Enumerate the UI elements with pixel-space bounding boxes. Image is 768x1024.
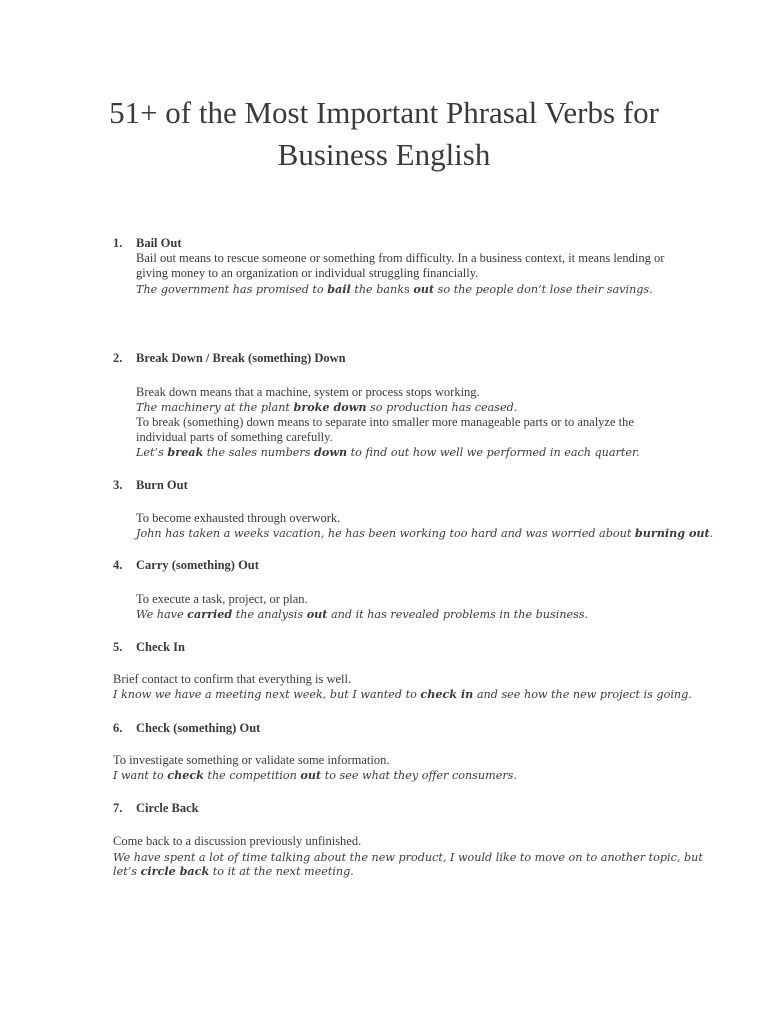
item-example xyxy=(136,607,588,622)
item-definition: Break down means that a machine, system or process stops working. xyxy=(136,385,480,399)
example-verb: bail xyxy=(327,282,351,296)
example-verb: broke down xyxy=(293,400,367,414)
page-title xyxy=(60,92,708,176)
example-text: to find out how well we performed in each quarter. xyxy=(347,446,640,459)
example-text: so the people don’t lose their savings. xyxy=(434,283,653,296)
item-definition: To become exhausted through overwork. xyxy=(136,511,341,525)
title-line-2: Business English xyxy=(277,137,491,172)
item-definition: Bail out means to rescue someone or something from difficulty. In a business context, it means lending or xyxy=(136,251,665,265)
item-heading: Circle Back xyxy=(136,801,199,815)
example-text: We have xyxy=(136,608,188,621)
example-text: Let’s xyxy=(136,446,168,459)
item-heading: Burn Out xyxy=(136,478,188,492)
item-heading: Check In xyxy=(136,640,185,654)
item-example: We have spent a lot of time talking about the new product, I would like to move on to another topic, but xyxy=(113,851,703,864)
example-verb: check xyxy=(167,768,204,782)
example-verb: break xyxy=(167,445,204,459)
example-text: the competition xyxy=(203,769,301,782)
item-definition: individual parts of something carefully. xyxy=(136,430,333,444)
example-text: The government has promised to xyxy=(136,283,328,296)
item-heading: Break Down / Break (something) Down xyxy=(136,351,346,365)
item-number: 1. xyxy=(113,236,123,250)
item-example xyxy=(136,526,713,541)
example-text: I know we have a meeting next week, but I wanted to xyxy=(113,688,421,701)
example-verb: circle back xyxy=(140,864,210,878)
example-verb: out xyxy=(300,768,322,782)
example-text: and it has revealed problems in the business. xyxy=(327,608,589,621)
item-example xyxy=(136,400,517,415)
item-definition: giving money to an organization or individual struggling financially. xyxy=(136,266,479,280)
example-text: so production has ceased. xyxy=(366,401,518,414)
item-example xyxy=(113,768,517,783)
example-text: to it at the next meeting. xyxy=(209,865,354,878)
item-example xyxy=(113,864,354,879)
item-number: 7. xyxy=(113,801,123,815)
item-number: 6. xyxy=(113,721,123,735)
example-verb: burning out xyxy=(634,526,710,540)
example-text: to see what they offer consumers. xyxy=(321,769,517,782)
item-definition: To execute a task, project, or plan. xyxy=(136,592,308,606)
item-definition: Come back to a discussion previously unfinished. xyxy=(113,834,362,848)
item-example xyxy=(136,282,653,297)
title-line-1: 51+ of the Most Important Phrasal Verbs for xyxy=(109,95,659,130)
item-example xyxy=(136,445,640,460)
item-heading: Bail Out xyxy=(136,236,182,250)
item-number: 2. xyxy=(113,351,123,365)
example-verb: out xyxy=(413,282,435,296)
item-number: 3. xyxy=(113,478,123,492)
item-heading: Check (something) Out xyxy=(136,721,261,735)
example-text: the sales numbers xyxy=(203,446,315,459)
item-definition: To investigate something or validate some information. xyxy=(113,753,390,767)
example-text: John has taken a weeks vacation, he has been working too hard and was worried about xyxy=(136,527,635,540)
example-text: s xyxy=(404,283,414,296)
item-number: 5. xyxy=(113,640,123,654)
item-example xyxy=(113,687,692,702)
example-verb: out xyxy=(306,607,328,621)
example-text: The machinery at the plant xyxy=(136,401,294,414)
example-verb: check in xyxy=(420,687,474,701)
example-verb: down xyxy=(314,445,348,459)
example-text: I want to xyxy=(113,769,168,782)
example-text: the bank xyxy=(350,283,405,296)
item-heading: Carry (something) Out xyxy=(136,558,259,572)
example-text: . xyxy=(709,527,714,540)
example-verb: carried xyxy=(187,607,233,621)
example-text: and see how the new project is going. xyxy=(473,688,692,701)
item-definition: To break (something) down means to separate into smaller more manageable parts or to analyze the xyxy=(136,415,634,429)
item-number: 4. xyxy=(113,558,123,572)
example-text: the analysis xyxy=(232,608,307,621)
item-definition: Brief contact to confirm that everything is well. xyxy=(113,672,352,686)
example-text: let’s xyxy=(113,865,141,878)
